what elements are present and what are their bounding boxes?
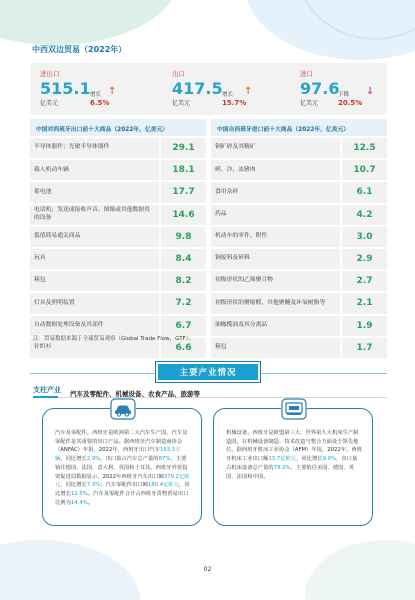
commodity-name: 初级形状的聚缩醛、其他聚醚及环氧树脂等 [211,293,340,313]
commodity-value: 3.0 [342,227,387,247]
text-segment: 。 [87,499,94,506]
industries-list: 汽车及零配件、机械设备、农食产品、旅游等 [70,390,200,398]
table-row [30,271,206,291]
text-segment: 。汽车及零配件合计占西班牙货物贸易出口比例为 [55,490,189,506]
table-title: 中国自西班牙进口前十大商品（2022年，亿美元） [211,119,387,136]
commodity-value: 8.4 [161,249,206,269]
commodity-name: 自动数据处理设备及其部件 [30,316,159,336]
commodity-value: 1.7 [342,338,387,358]
text-segment: ，同比增长 [60,482,87,489]
text-segment: 汽车及零配件。西班牙是欧洲第二大汽车生产国，汽车及零配件是其重要的出口产品。据西班牙汽车制造商协会（ANFAC）年报，2022年，西班牙出口汽车 [55,430,188,454]
commodity-name: 半导体器件；光敏半导体器件 [30,138,159,158]
change-value: 15.7% [222,99,247,107]
highlight-figure: 14.4% [70,499,88,506]
stat-unit: 亿美元 [40,100,59,107]
change-value: 20.5% [338,99,363,107]
commodity-value: 4.2 [342,205,387,225]
table-row [30,249,206,269]
auto-industry-card [42,408,202,526]
text-segment: ，主要销往美国、德国、英国、法国和中国。 [226,464,355,480]
factory-icon [281,398,307,420]
commodity-value: 6.6 [161,338,206,358]
table-row [30,293,206,313]
stat-label: 进出口 [40,70,60,78]
table-row [30,316,206,336]
commodity-name: 食用杂碎 [211,182,340,202]
table-row [30,205,206,225]
commodity-name: 油橄榄油及其分离品 [211,316,340,336]
underline-accent [33,396,58,398]
text-segment: ；汽车零配件出口额 [100,482,148,489]
stat-unit: 亿美元 [172,100,191,107]
commodity-value: 18.1 [161,160,206,180]
source-note: 注：贸易数据来源于全球贸易观察（Global Trade Flow，GTF）。 [33,336,194,342]
stat-value: 515.1 [40,79,91,98]
trade-stats-panel [30,63,387,115]
commodity-value: 2.7 [342,271,387,291]
table-row [211,138,387,158]
support-industry-label: 支柱产业 [33,386,61,394]
section-banner [155,361,261,383]
commodity-name: 蓄电池 [30,182,159,202]
text-segment: 机械设备。西班牙是欧盟第三大、世界第九大机床生产制造国，在机械设备制造、技术改造与整合方面处于领先地位。据西班牙机床工业协会（AFM）年报，2022年，西班牙机床工业出口额 [226,430,362,463]
stat-change [338,90,362,107]
banner-title: 主要产业情况 [158,364,258,380]
commodity-name: 机动车的零件、附件 [211,227,340,247]
commodity-name: 铜废料及碎料 [211,249,340,269]
stat-change [90,90,109,107]
table-row [211,182,387,202]
highlight-figure: 180.4亿欧元 [147,482,180,489]
import-table [211,119,387,358]
table-title: 中国对西班牙出口前十大商品（2022年，亿美元） [30,119,206,136]
commodity-value: 17.7 [161,182,206,202]
change-label: 增长 [90,92,102,98]
text-segment: ，出口量占机床设备总产量的 [226,456,358,471]
commodity-name: 药品 [211,205,340,225]
page-number: 02 [203,566,212,573]
stat-export [172,69,253,107]
table-row [211,338,387,358]
table-row [211,316,387,336]
stat-import [300,69,375,107]
commodity-name: 初级形状的乙烯聚合物 [211,271,340,291]
highlight-figure: 12.5% [70,490,88,497]
table-row [30,138,206,158]
machinery-industry-card [213,408,373,526]
highlight-figure: 79.2% [273,464,291,471]
text-segment: ，同比增长 [55,482,190,497]
stat-unit: 亿美元 [300,100,319,107]
stat-value: 417.5 [172,79,223,98]
commodity-value: 12.5 [342,138,387,158]
commodity-value: 1.9 [342,316,387,336]
highlight-figure: 2.9% [86,456,101,463]
commodity-name: 铜矿砂及其精矿 [211,138,340,158]
commodity-value: 9.8 [161,227,206,247]
commodity-value: 8.2 [161,271,206,291]
stat-value: 97.6 [300,79,340,98]
section-title: 中西双边贸易（2022年） [32,45,127,54]
commodity-name: 鲜、冷、冻猪肉 [211,160,340,180]
highlight-figure: 7.3% [86,482,101,489]
commodity-value: 10.7 [342,160,387,180]
stat-label: 进口 [300,70,313,78]
commodity-value: 2.1 [342,293,387,313]
stat-total [40,69,117,107]
highlight-figure: 9.9% [322,456,337,463]
commodity-name: 箱包 [211,338,340,358]
arrow-up-icon: ↑ [244,86,253,97]
table-row [211,205,387,225]
table-row [211,271,387,291]
text-segment: ，出口量占汽车总产量的 [100,456,159,463]
text-segment: ，同比增长 [296,456,323,463]
table-row [211,249,387,269]
commodity-value: 14.6 [161,205,206,225]
table-row [211,160,387,180]
table-row [211,293,387,313]
table-row [211,227,387,247]
table-row [30,227,206,247]
commodity-name: 电话机；发送或接收声音、图像或其他数据用的设备 [30,205,159,225]
commodity-value: 6.1 [342,182,387,202]
commodity-name: 灯具及照明装置 [30,293,159,313]
highlight-figure: 379.2亿欧元 [55,473,190,489]
stat-label: 出口 [172,70,185,78]
stat-change [222,90,246,107]
export-table [30,119,206,358]
commodity-value: 6.7 [161,316,206,336]
card-text [55,429,191,507]
commodity-name: 针织衫 [30,338,159,358]
commodity-name: 载人机动车辆 [30,160,159,180]
change-value: 6.5% [90,99,110,107]
text-segment: ，主要销往德国、法国、意大利、英国和土耳其。西班牙外贸投资促进局数据显示，2022年西班牙汽车出口额 [55,456,188,480]
commodity-value: 2.9 [342,249,387,269]
table-row [30,182,206,202]
change-label: 下降 [338,92,350,98]
highlight-figure: 13.7亿欧元 [268,456,297,463]
card-text [226,429,362,481]
commodity-value: 29.1 [161,138,206,158]
change-label: 增长 [222,92,234,98]
decorative-shape [0,0,180,45]
commodity-name: 低值简易通关商品 [30,227,159,247]
text-segment: ，同比增长 [60,456,87,463]
arrow-up-icon: ↑ [108,86,117,97]
arrow-down-icon: ↓ [366,86,375,97]
highlight-figure: 193.3万辆 [55,447,181,463]
table-row [30,160,206,180]
highlight-figure: 87% [158,456,171,463]
car-icon [110,398,136,420]
commodity-name: 玩具 [30,249,159,269]
commodity-name: 箱包 [30,271,159,291]
commodity-value: 7.2 [161,293,206,313]
